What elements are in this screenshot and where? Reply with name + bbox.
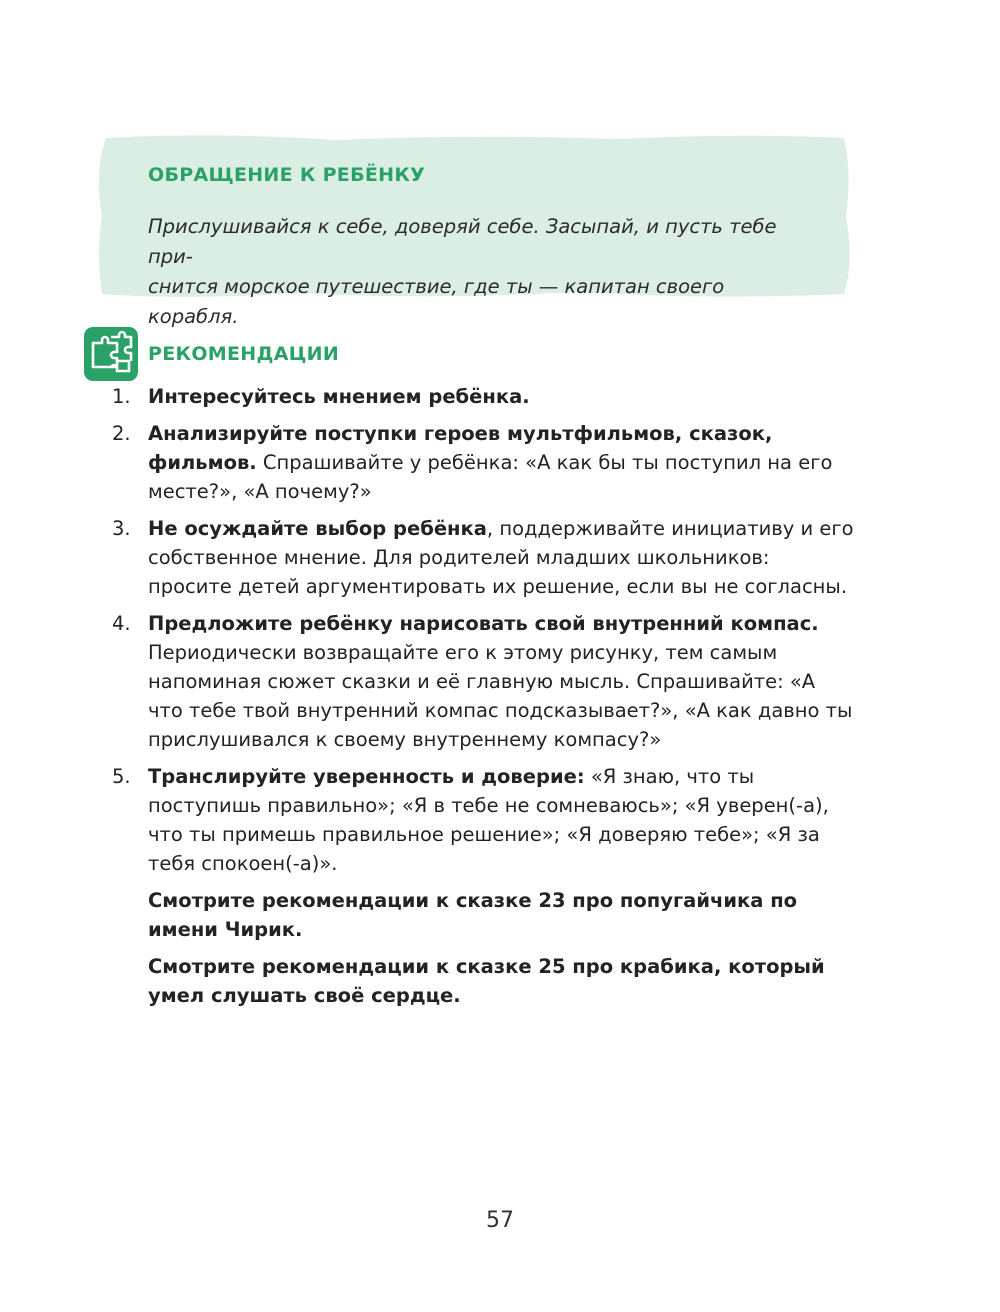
appeal-title: ОБРАЩЕНИЕ К РЕБЁНКУ [148,164,426,186]
item-text: Периодически возвращайте его к этому рисунку, тем самым напоминая сюжет сказки и её главную мысль. Спрашивайте: «А что тебе твой внутренний компас подсказывает?», «А как давно ты прислушивался к своему внутреннему компасу?» [148,641,853,751]
item-number: 4. [112,612,131,635]
list-item [100,609,856,754]
puzzle-icon [84,327,138,381]
list-item [100,419,856,506]
list-item [100,514,856,601]
item-bold-text: Транслируйте уверенность и доверие: [148,765,585,788]
item-number: 3. [112,517,131,540]
recommendations-title: РЕКОМЕНДАЦИИ [148,343,340,365]
appeal-line-1: Прислушивайся к себе, доверяй себе. Засыпай, и пусть тебе при- [148,215,777,268]
item-text: Спрашивайте у ребёнка: «А как бы ты поступил на его месте?», «А почему?» [148,451,833,503]
item-number: 5. [112,765,131,788]
item-number: 1. [112,385,131,408]
see-also-note-1: Смотрите рекомендации к сказке 23 про попугайчика по имени Чирик. [148,889,798,941]
item-text: «Я знаю, что ты поступишь правильно»; «Я в тебе не сомневаюсь»; «Я уверен(-а), что ты примешь правильное решение»; «Я доверяю тебе»; «Я за тебя спокоен(-а)». [148,765,829,875]
recommendations-list [100,382,856,1018]
item-bold-text: Предложите ребёнку нарисовать свой внутренний компас. [148,612,819,635]
appeal-line-2: снится морское путешествие, где ты — капитан своего корабля. [148,275,725,328]
page-number: 57 [486,1208,514,1233]
item-text: , поддерживайте инициативу и его собственное мнение. Для родителей младших школьников: просите детей аргументировать их решение, если вы не согласны. [148,517,854,598]
item-bold-text: Интересуйтесь мнением ребёнка. [148,385,530,408]
item-bold-text: Не осуждайте выбор ребёнка [148,517,487,540]
list-item [100,382,856,411]
item-number: 2. [112,422,131,445]
see-also-note-2: Смотрите рекомендации к сказке 25 про крабика, который умел слушать своё сердце. [148,955,825,1007]
list-item [100,762,856,878]
item-bold-text: Анализируйте поступки героев мультфильмов, сказок, фильмов. [148,422,773,474]
appeal-text [148,212,808,332]
child-appeal-box [96,132,852,328]
